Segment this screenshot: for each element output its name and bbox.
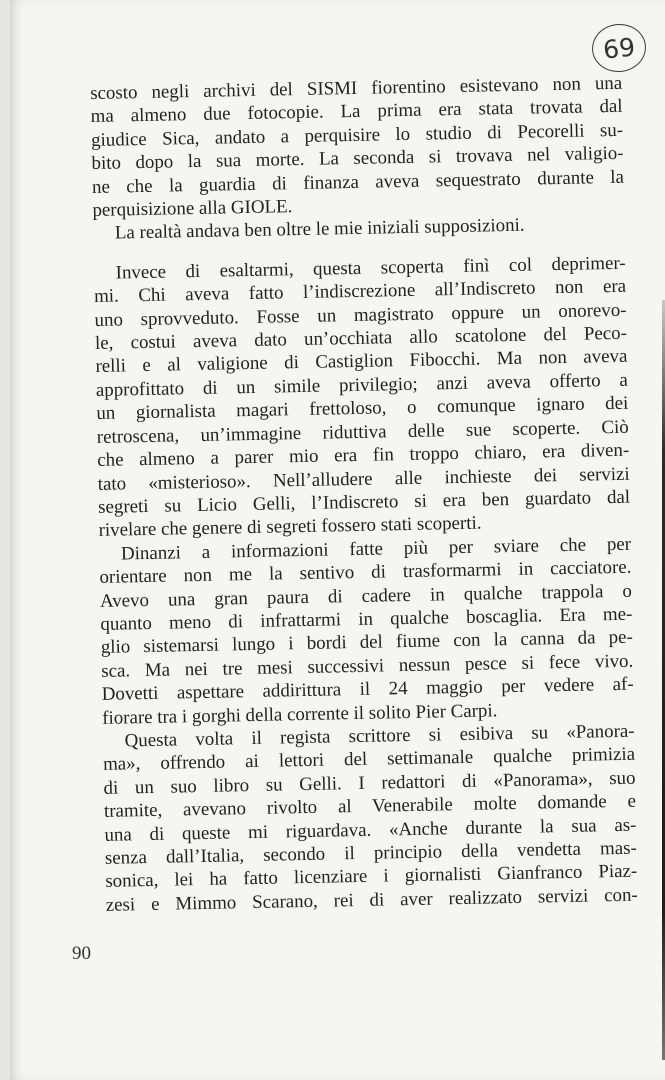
text-line: mi. Chi aveva fatto l’indiscrezione all’Indiscreto non era	[93, 275, 627, 308]
text-line: Dinanzi a informazioni fatte più per sviare che per	[120, 533, 632, 565]
text-line: La realtà andava ben oltre le mie iniziali supposizioni.	[114, 215, 525, 244]
text-line: ma almeno due fotocopie. La prima era stata trovata dal	[90, 96, 623, 128]
text-line: zesi e Mimmo Scarano, rei di aver realizzato servizi con-	[105, 884, 638, 916]
text-line: relli e al valigione di Castiglion Fibocchi. Ma non aveva	[95, 346, 628, 378]
text-line: una di queste mi riguardava. «Anche durante la sua as-	[104, 814, 637, 846]
text-line: orientare non me la sentivo di trasformarmi in cacciatore.	[99, 556, 632, 589]
text-line: sca. Ma nei tre mesi successivi nessun pesce si fece vivo.	[101, 650, 634, 682]
text-line: Dovetti aspettare addirittura il 24 maggio per vedere af-	[101, 673, 634, 706]
handwritten-page-stamp: 69	[590, 21, 649, 74]
page-number: 90	[72, 943, 91, 964]
text-line: fiorare tra i gorghi della corrente il solito Pier Carpi.	[102, 699, 498, 729]
text-line: quanto meno di infrattarmi in qualche boscaglia. Era me-	[100, 603, 633, 635]
text-line: retroscena, un’immagine riduttiva delle sue scoperte. Ciò	[96, 416, 629, 448]
text-line: rivelare che genere di segreti fossero stati scoperti.	[98, 512, 482, 542]
text-line: tramite, avevano rivolto al Venerabile molte domande e	[103, 790, 637, 823]
book-page	[10, 0, 665, 1080]
text-line: giudice Sica, andato a perquisire lo studio di Pecorelli su-	[90, 119, 624, 151]
text-line: che almeno a parer mio era fin troppo chiaro, era diven-	[97, 439, 630, 472]
text-line: uno sprovveduto. Fosse un magistrato oppure un onorevo-	[94, 299, 627, 331]
text-line: di un suo libro su Gelli. I redattori di «Panorama», suo	[103, 767, 636, 799]
text-line: le, costui aveva dato un’occhiata allo scatolone del Peco-	[94, 322, 628, 355]
text-line: sonica, lei ha fatto licenziare i giornalisti Gianfranco Piaz-	[105, 861, 638, 893]
text-line: Questa volta il regista scrittore si esibiva su «Panora-	[124, 720, 635, 752]
text-line: ne che la guardia di finanza aveva sequestrato durante la	[91, 166, 625, 198]
body-text	[90, 72, 638, 917]
text-line: perquisizione alla GIOLE.	[92, 196, 293, 222]
text-line: approfittato di un simile privilegio; anzi aveva offerto a	[95, 369, 629, 401]
text-line: Avevo una gran paura di cadere in qualche trappola o	[99, 580, 633, 612]
text-line: segreti su Licio Gelli, l’Indiscreto si era ben guardato dal	[97, 486, 631, 518]
text-line: ma», offrendo ai lettori del settimanale qualche primizia	[102, 744, 636, 776]
text-line: scosto negli archivi del SISMI fiorentino esistevano non una	[90, 72, 623, 104]
text-line: tato «misterioso». Nell’alludere alle inchieste dei servizi	[97, 463, 630, 495]
text-line: senza dall’Italia, secondo il principio della vendetta mas-	[104, 837, 638, 869]
text-line: glio sistemarsi lungo i bordi del fiume con la canna da pe-	[100, 627, 633, 659]
text-line: un giornalista magari frettoloso, o comunque ignaro dei	[96, 393, 629, 425]
text-line: Invece di esaltarmi, questa scoperta finì col deprimer-	[115, 252, 626, 284]
text-line: bito dopo la sua morte. La seconda si trovava nel valigio-	[91, 142, 624, 175]
